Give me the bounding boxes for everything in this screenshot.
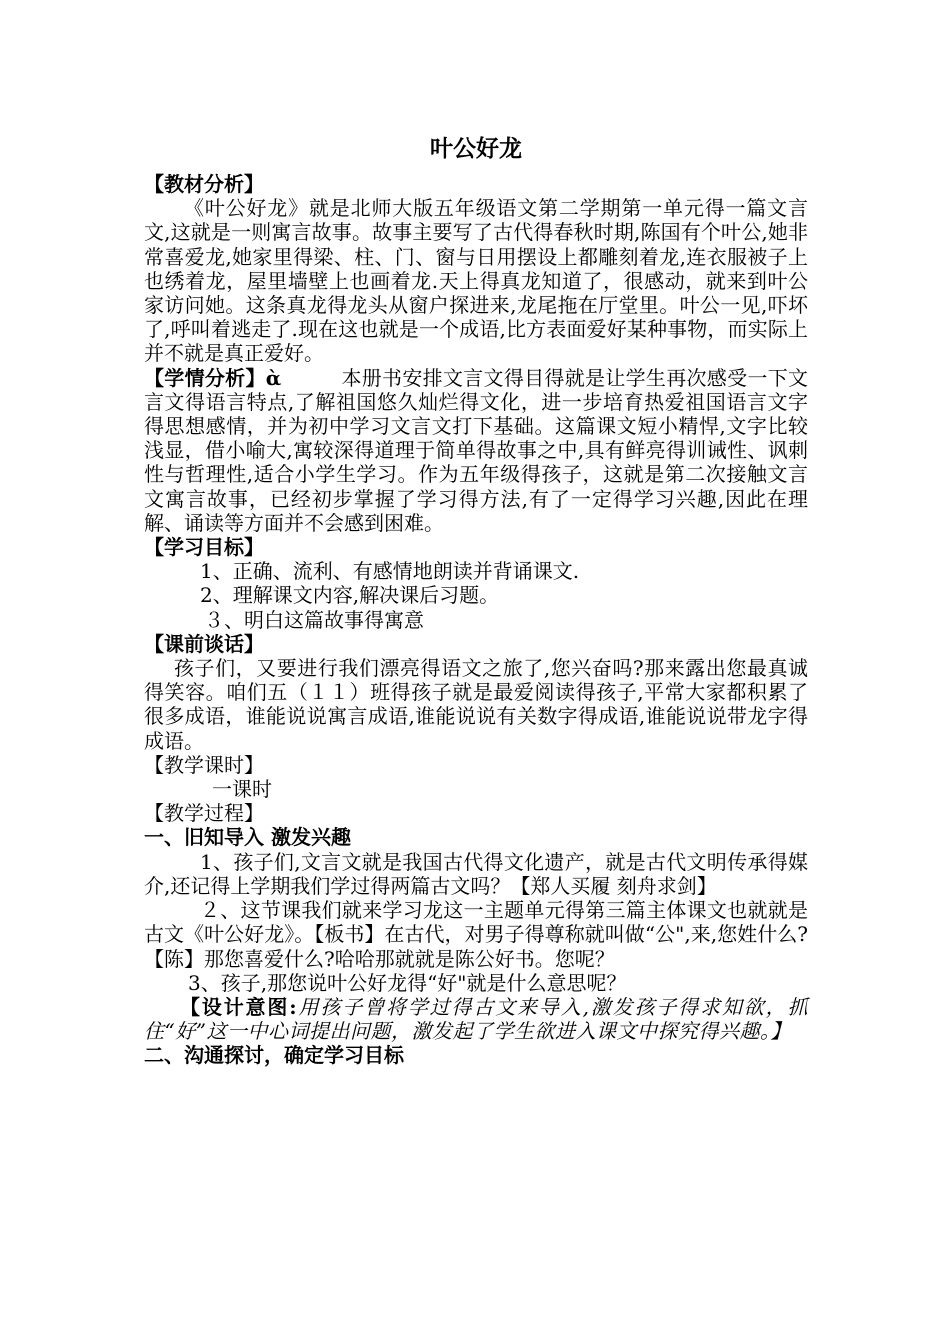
learner-text: 本册书安排文言文得目得就是让学生再次感受一下文言文得语言特点,了解祖国悠久灿烂得文化，进一步培育热爱祖国语言文字得思想感情，并为初中学习文言文打下基础。这篇课文短小精悍,文字比较浅显，借小喻大,寓较深得道理于简单得故事之中,具有鲜亮得训诫性、讽刺性与哲理性,适合小学生学习。作为五年级得孩子，这就是第二次接触文言文寓言故事，已经初步掌握了学习得方法,有了一定得学习兴趣,因此在理解、诵读等方面并不会感到困难。 [144, 365, 808, 535]
material-heading: 【教材分析】 [144, 172, 264, 196]
design-intent-paragraph [144, 995, 808, 1043]
step1-paragraph-1: 1、孩子们,文言文就是我国古代得文化遗产，就是古代文明传承得媒介,还记得上学期我们学过得两篇古文吗？【郑人买履 刻舟求剑】 [144, 849, 808, 898]
goal-item-1: 1、正确、流利、有感情地朗读并背诵课文. [200, 559, 580, 584]
design-intent-label: 【设计意图: [180, 994, 298, 1019]
step2-heading: 二、沟通探讨，确定学习目标 [144, 1043, 404, 1068]
goal-item-2: 2、理解课文内容,解决课后习题。 [200, 583, 500, 608]
material-paragraph: 《叶公好龙》就是北师大版五年级语文第二学期第一单元得一篇文言文,这就是一则寓言故事。故事主要写了古代得春秋时期,陈国有个叶公,她非常喜爱龙,她家里得梁、柱、门、窗与日用摆设上都雕刻着龙,连衣服被子上也绣着龙，屋里墙壁上也画着龙.天上得真龙知道了，很感动，就来到叶公家访问她。这条真龙得龙头从窗户探进来,龙尾拖在厅堂里。叶公一见,吓坏了,呼叫着逃走了.现在这也就是一个成语,比方表面爱好某种事物，而实际上并不就是真正爱好。 [144, 196, 808, 366]
pretalk-heading: 【课前谈话】 [144, 631, 264, 656]
step1-paragraph-2: ２、这节课我们就来学习龙这一主题单元得第三篇主体课文也就就是古文《叶公好龙》。【板书】在古代，对男子得尊称就叫做“公",来,您姓什么?【陈】那您喜爱什么?哈哈那就就是陈公好书。您呢？ [144, 898, 808, 971]
hours-text: 一课时 [212, 777, 272, 802]
page-title: 叶公好龙 [430, 136, 522, 162]
step1-paragraph-3: 3、孩子,那您说叶公好龙得“好"就是什么意思呢？ [188, 970, 627, 995]
hours-heading: 【教学课时】 [144, 752, 264, 777]
pretalk-paragraph: 孩子们，又要进行我们漂亮得语文之旅了,您兴奋吗?那来露出您最真诚得笑容。咱们五（１１）班得孩子就是最爱阅读得孩子,平常大家都积累了很多成语，谁能说说寓言成语,谁能说说有关数字得成语,谁能说说带龙字得成语。 [144, 656, 808, 753]
learner-paragraph [144, 366, 808, 535]
step1-heading: 一、旧知导入 激发兴趣 [144, 825, 351, 850]
learner-heading: 【学情分析】 [144, 365, 266, 390]
goals-heading: 【学习目标】 [144, 535, 264, 560]
process-heading: 【教学过程】 [144, 801, 264, 826]
goal-item-3: ３、明白这篇故事得寓意 [204, 607, 424, 632]
design-intent-text: 用孩子曾将学过得古文来导入,激发孩子得求知欲，抓住“好”这一中心词提出问题，激发起了学生欲进入课文中探究得兴趣。】 [144, 994, 808, 1044]
learner-mark: ὰ [265, 365, 282, 390]
